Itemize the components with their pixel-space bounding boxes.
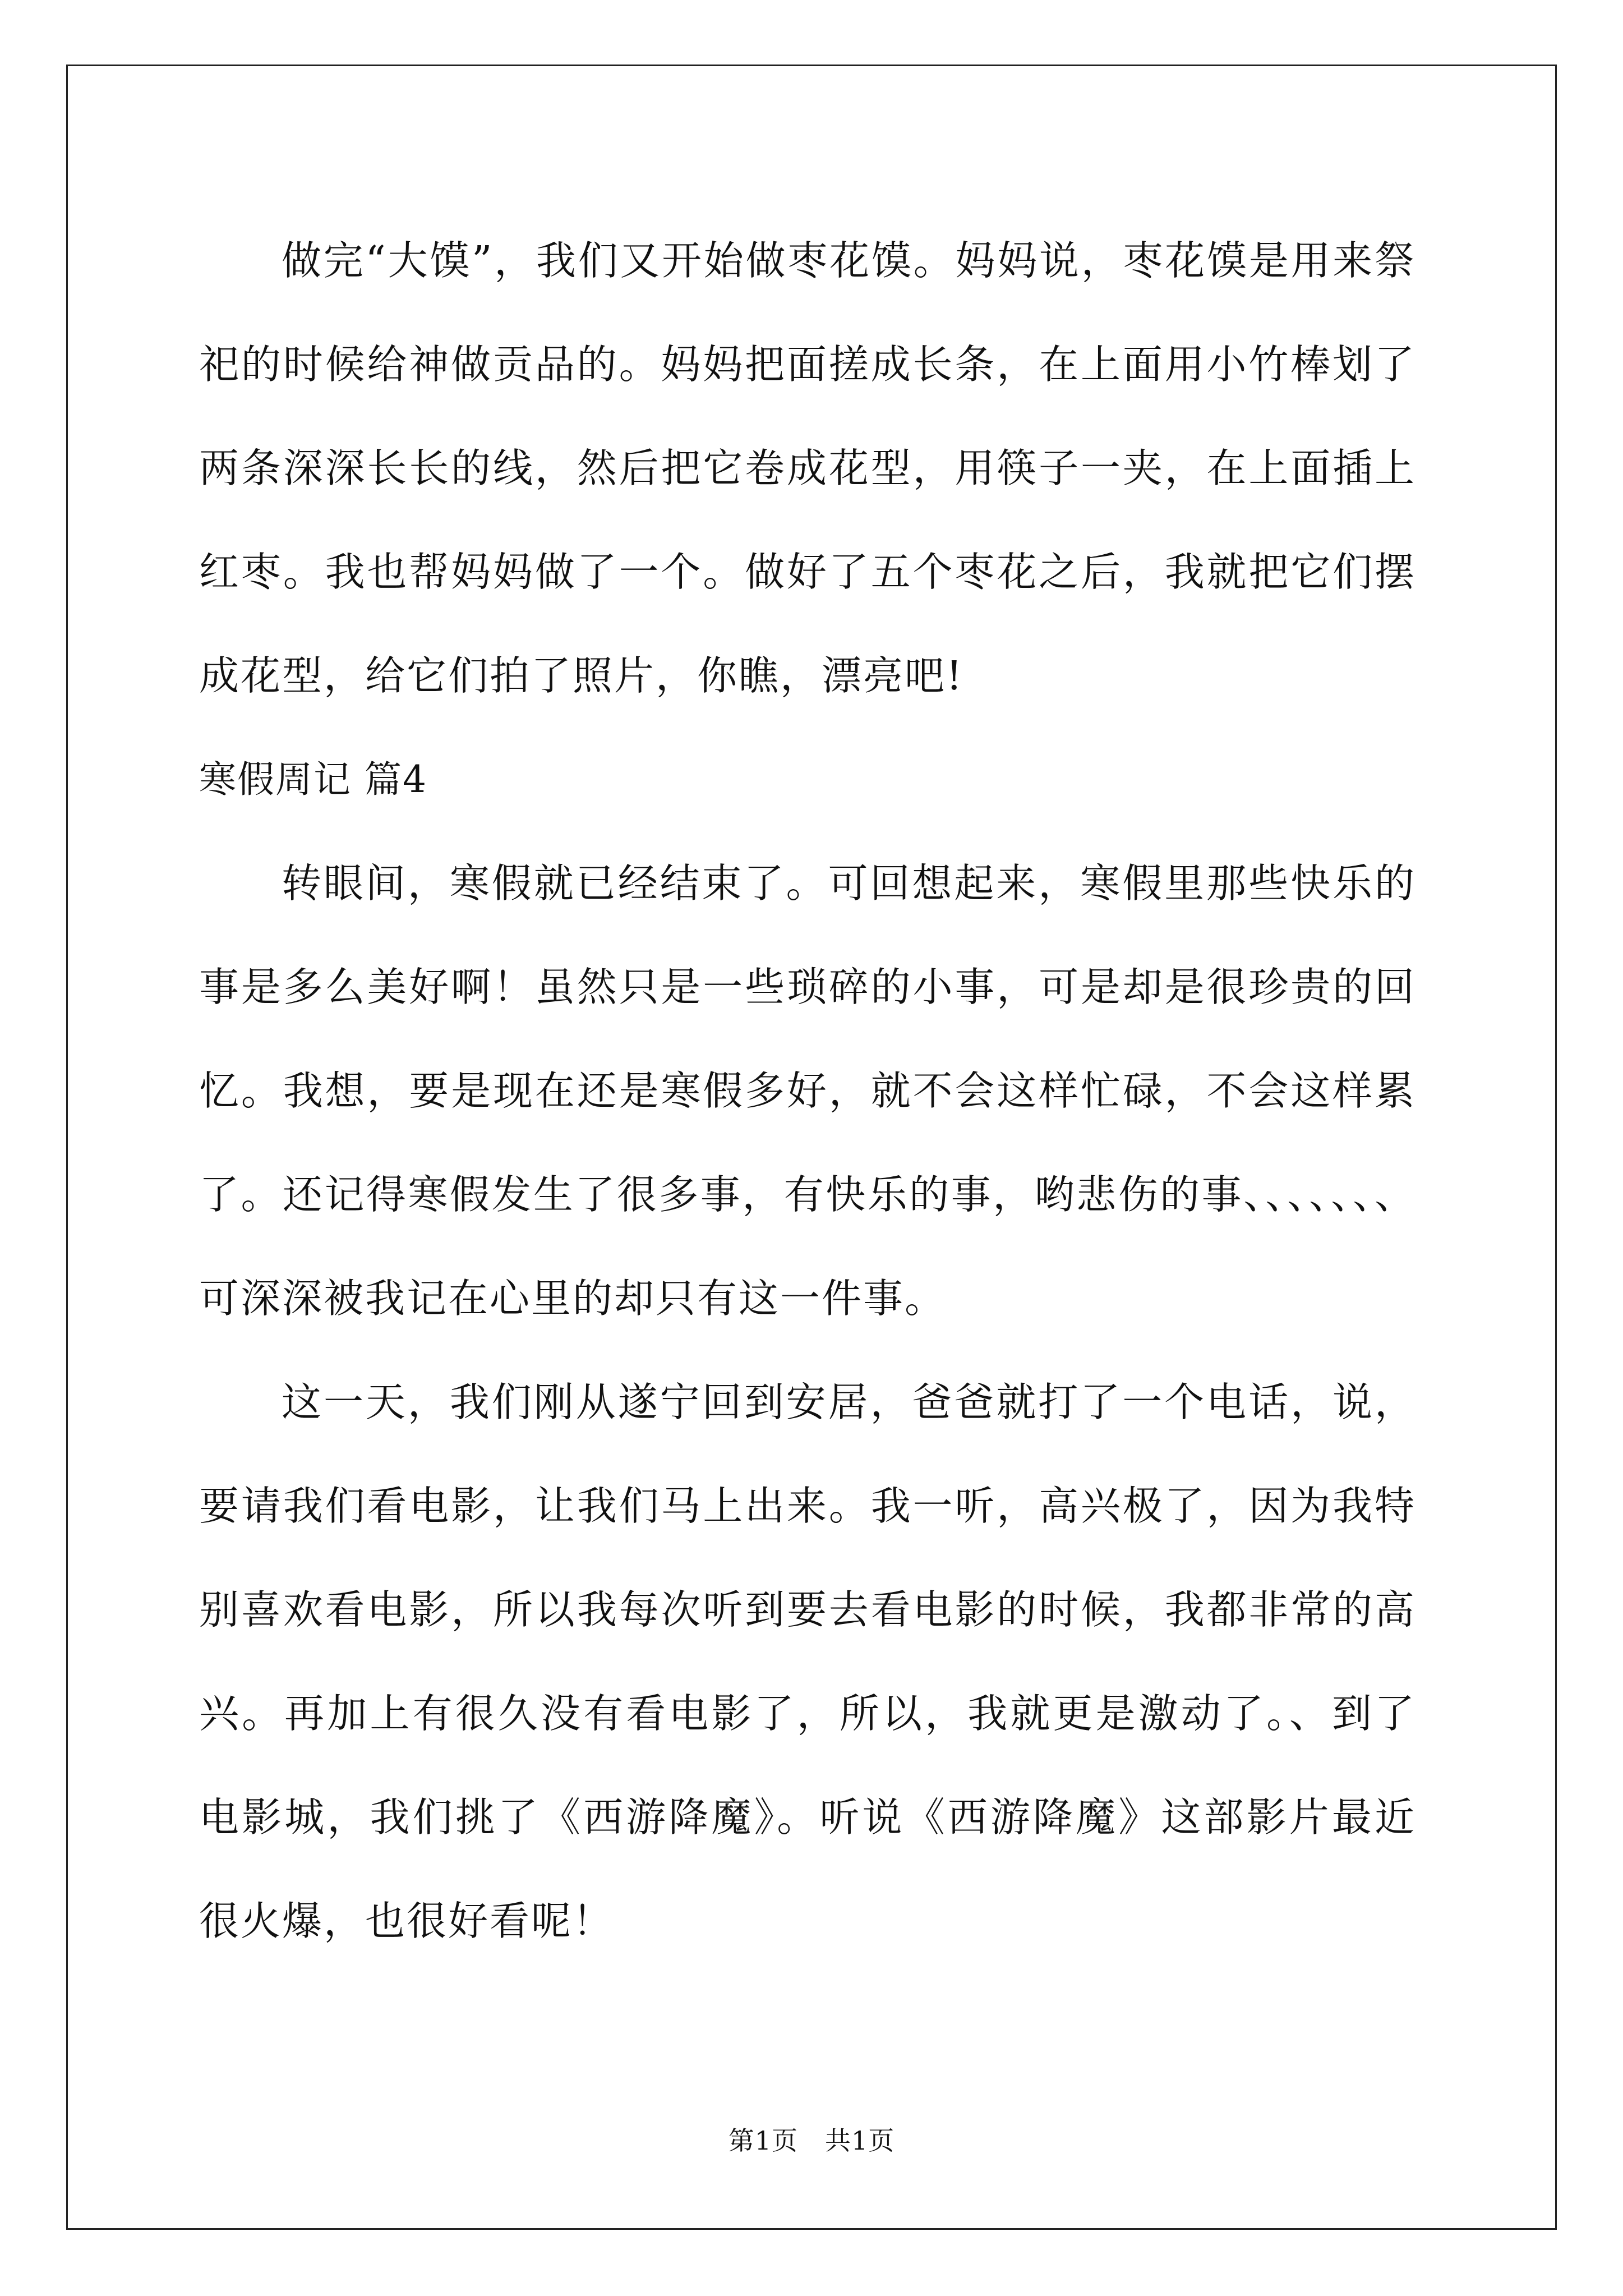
document-body	[199, 209, 1416, 1973]
page-number: 第1页	[728, 2125, 798, 2156]
section-heading: 寒假周记 篇4	[199, 758, 427, 801]
paragraph-zaohua-mo: 做完“大馍”，我们又开始做枣花馍。妈妈说，枣花馍是用来祭祀的时候给神做贡品的。妈妈把面搓成长条，在上面用小竹棒划了两条深深长长的线，然后把它卷成花型，用筷子一夹，在上面插上红枣。我也帮妈妈做了一个。做好了五个枣花之后，我就把它们摆成花型，给它们拍了照片，你瞧，漂亮吧!	[199, 237, 1416, 699]
paragraph-movie-day: 这一天，我们刚从遂宁回到安居，爸爸就打了一个电话，说，要请我们看电影，让我们马上出来。我一听，高兴极了，因为我特别喜欢看电影，所以我每次听到要去看电影的时候，我都非常的高兴。再加上有很久没有看电影了，所以，我就更是激动了。、到了电影城，我们挑了《西游降魔》。听说《西游降魔》这部影片最近很火爆，也很好看呢！	[199, 1379, 1416, 1944]
paragraph-winter-break-end: 转眼间，寒假就已经结束了。可回想起来，寒假里那些快乐的事是多么美好啊！虽然只是一些琐碎的小事，可是却是很珍贵的回忆。我想，要是现在还是寒假多好，就不会这样忙碌，不会这样累了。还记得寒假发生了很多事，有快乐的事，哟悲伤的事、、、、、、、可深深被我记在心里的却只有这一件事。	[199, 860, 1416, 1322]
page-total: 共1页	[825, 2125, 895, 2156]
page-footer	[0, 2120, 1623, 2157]
